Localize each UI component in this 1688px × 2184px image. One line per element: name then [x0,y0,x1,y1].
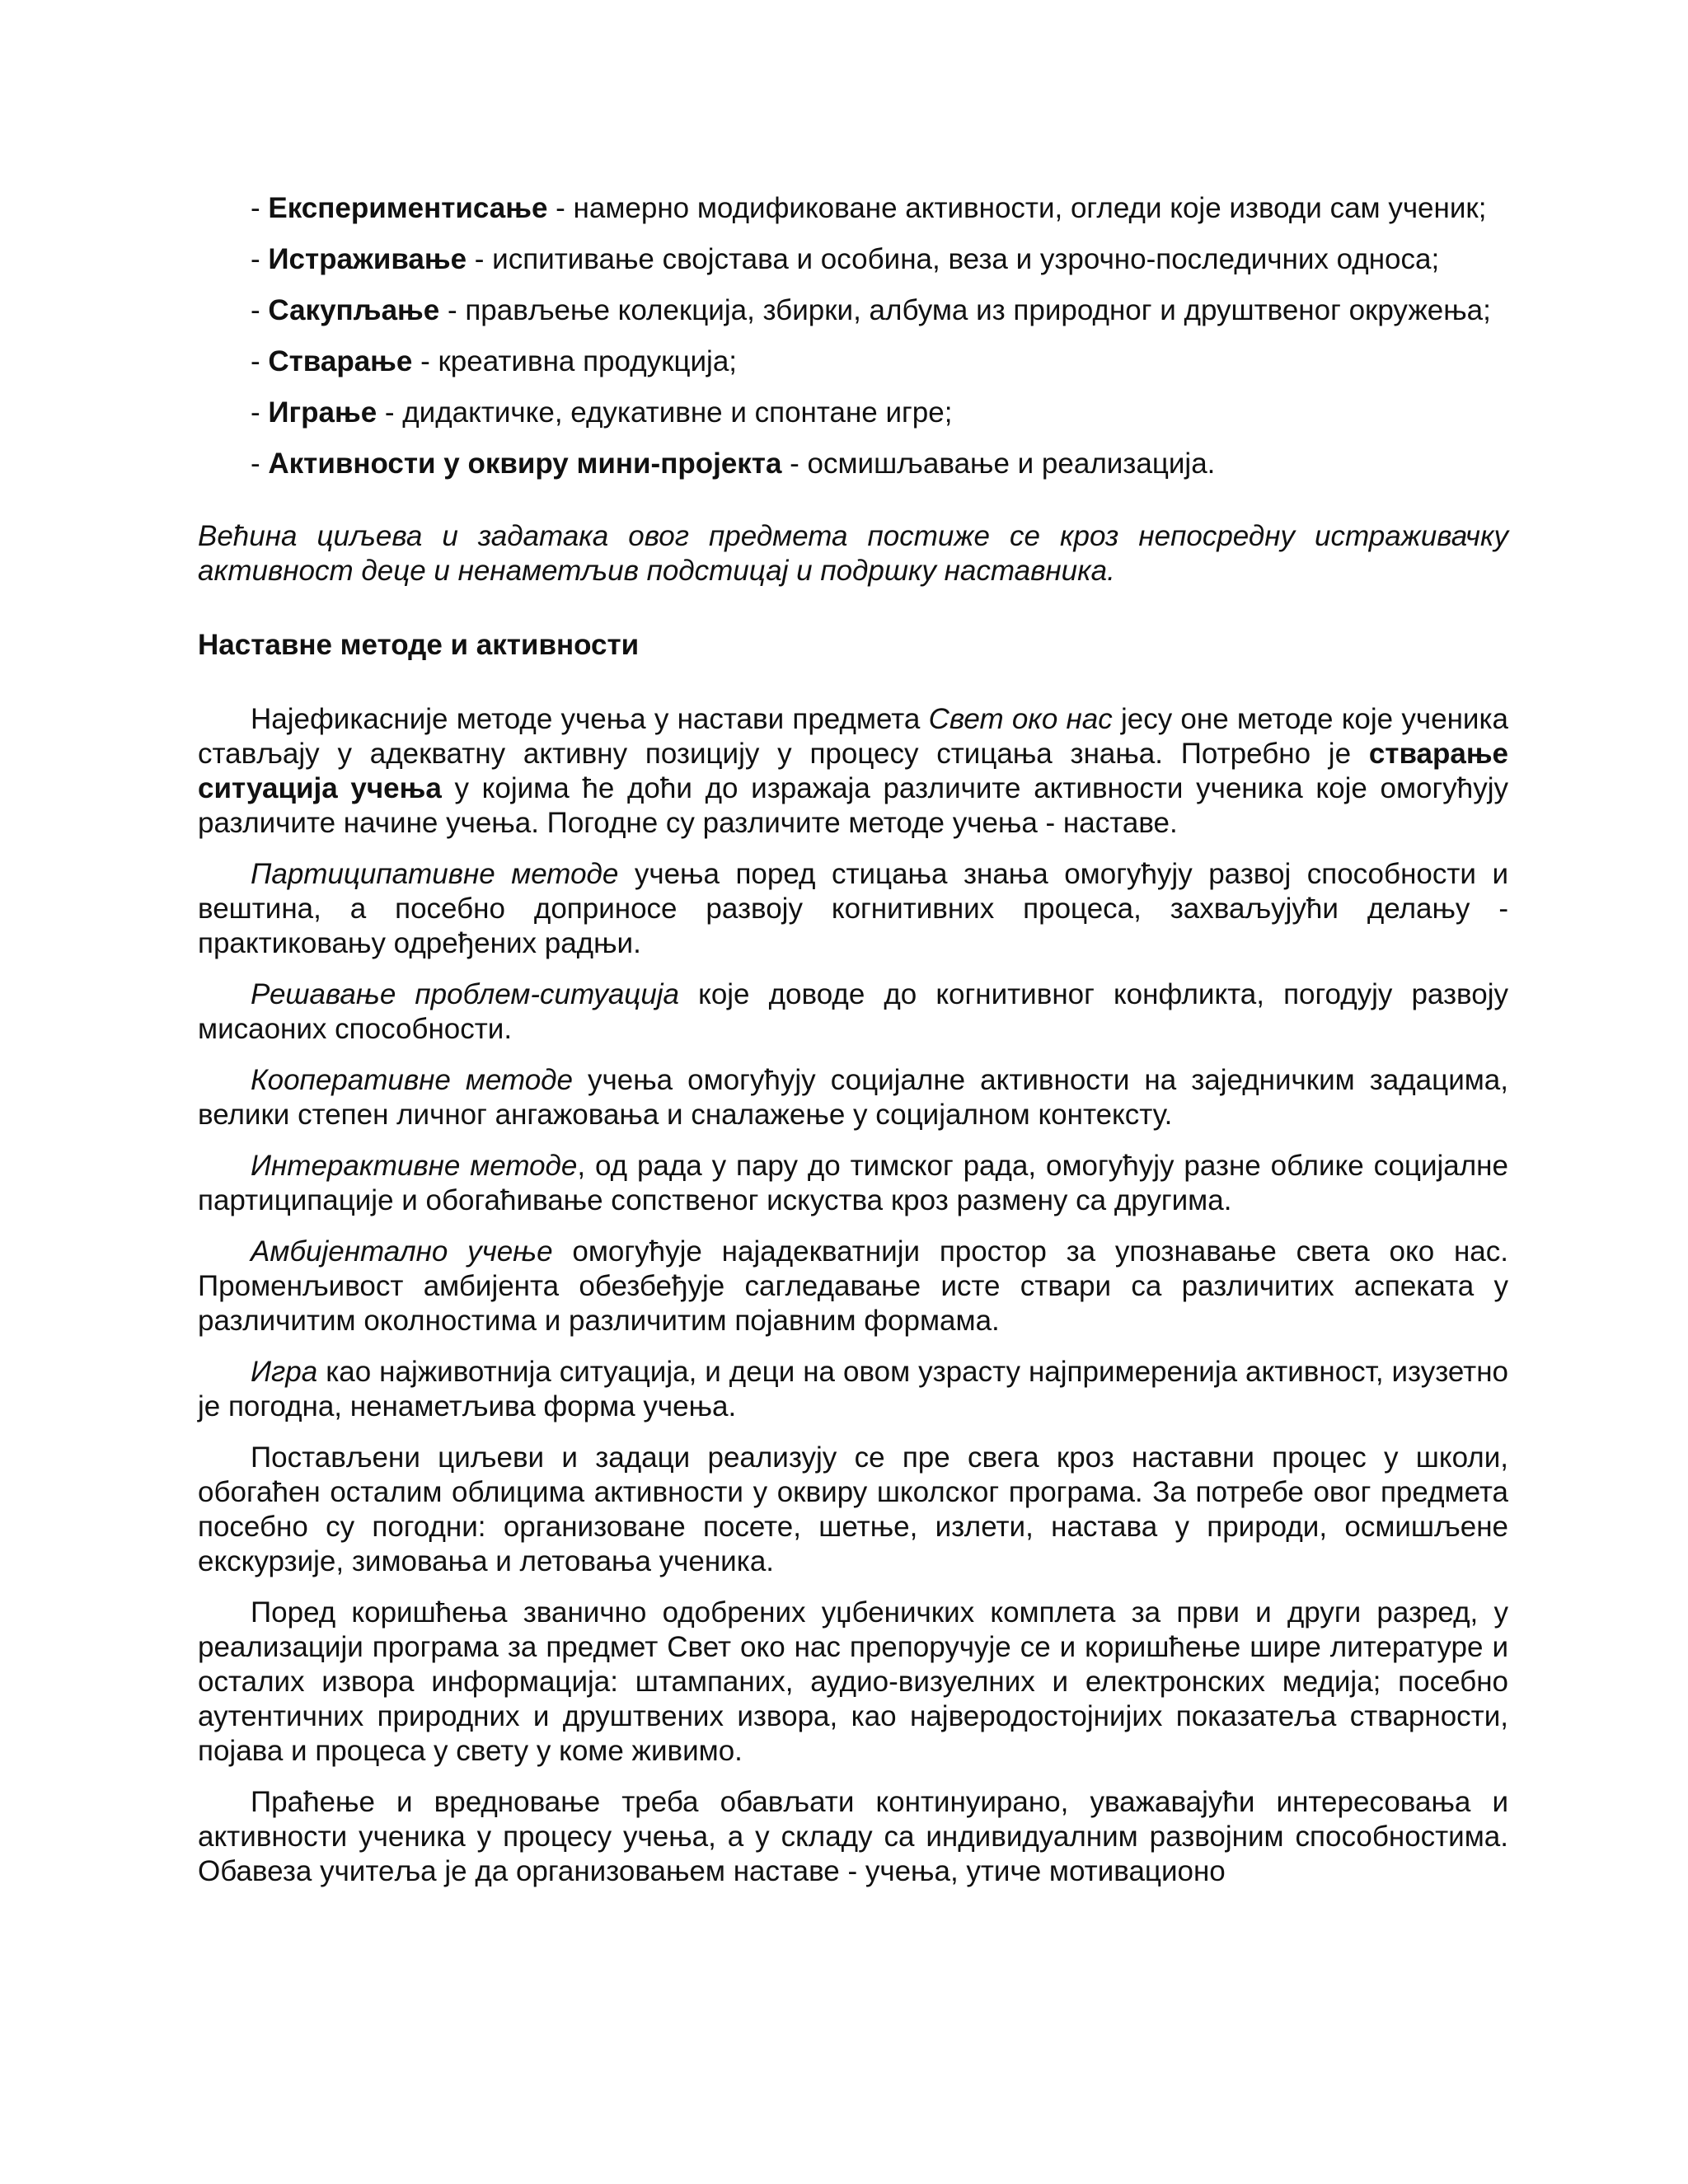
item-dash: - [251,396,269,429]
text-run: у којима ће доћи до изражаја различите активности ученика које омогућују различите начине учења. Погодне су различите методе учења - наставе. [198,772,1508,839]
activity-term: Сакупљање [268,294,440,326]
paragraph-ambient-learning [198,1235,1508,1338]
paragraph-goals: Постављени циљеви и задаци реализују се пре свега кроз наставни процес у школи, обогаћен осталим облицима активности у оквиру школског програма. За потребе овог предмета посебно су погодни: организоване посете, шетње, излети, настава у природи, осмишљене екскурзије, зимовања и летовања ученика. [198,1441,1508,1577]
activity-term: Играње [268,396,377,429]
paragraph-problem-solving [198,977,1508,1047]
paragraph-textbooks: Поред коришћења званично одобрених уџбеничких комплета за први и други разред, у реализацији програма за предмет Свет око нас препоручује се и коришћење шире литературе и осталих извора информација: штампаних, аудио-визуелних и електронских медија; посебно аутентичних природних и друштвених извора, као најверодостојнијих показатеља стварности, појава и процеса у свету у коме живимо. [198,1596,1508,1767]
document-page [198,191,1508,1905]
text-run: учења поред стицања знања омогућују развој способности и вештина, а посебно доприносе развоју когнитивних процеса, захваљујући делању - практиковању одређених радњи. [198,858,1508,959]
activity-description: - дидактичке, едукативне и спонтане игре; [377,396,953,429]
text-run: Најефикасније методе учења у настави предмета [251,703,929,735]
method-term: Амбијентално учење [251,1235,553,1268]
item-dash: - [251,345,269,377]
method-term: Решавање проблем-ситуација [251,978,680,1010]
section-heading: Наставне методе и активности [198,629,640,661]
subject-name: Свет око нас [928,703,1113,735]
item-dash: - [251,192,269,224]
activity-term: Експериментисање [268,192,548,224]
paragraph-evaluation: Праћење и вредновање треба обављати континуирано, уважавајући интересовања и активности ученика у процесу учења, а у складу са индивидуалним развојним способностима. Обавеза учитеља је да организовањем наставе - учења, утиче мотивационо [198,1786,1508,1887]
paragraph-interactive-methods [198,1149,1508,1218]
activity-term: Истраживање [268,243,467,275]
paragraph-effective-methods [198,702,1508,841]
text-run: учења омогућују социјалне активности на заједничким задацима, велики степен личног ангажовања и сналажење у социјалном контексту. [198,1064,1508,1131]
activity-item-collecting [198,293,1508,328]
paragraph-cooperative-methods [198,1063,1508,1132]
activity-term: Активности у оквиру мини-пројекта [268,448,782,480]
text-run: јесу оне методе које ученика стављају у адекватну активну позицију у процесу стицања знања. Потребно је [198,703,1508,770]
method-term: Интерактивне методе [251,1150,578,1182]
activity-description: - креативна продукција; [412,345,738,377]
italic-note: Већина циљева и задатака овог предмета постиже се кроз непосредну истраживачку активност деце и ненаметљив подстицај и подршку наставника. [198,520,1508,587]
method-term: Игра [251,1356,318,1388]
text-run: као најживотнија ситуација, и деци на овом узрасту најпримеренија активност, изузетно је погодна, ненаметљива форма учења. [198,1356,1508,1422]
activity-term: Стварање [268,345,413,377]
method-term: Партиципативне методе [251,858,619,890]
activity-description: - намерно модификоване активности, огледи које изводи сам ученик; [547,192,1487,224]
text-run: које доводе до когнитивног конфликта, погодују развоју мисаоних способности. [198,978,1508,1045]
item-dash: - [251,448,269,480]
activity-description: - осмишљавање и реализација. [781,448,1216,480]
text-run: омогућује најадекватнији простор за упознавање света око нас. Променљивост амбијента обезбеђује сагледавање исте ствари са различитих аспеката у различитим околностима и различитим појавним формама. [198,1235,1508,1337]
activity-item-mini-project [198,447,1508,481]
activity-item-experimenting [198,191,1508,226]
activity-item-playing [198,396,1508,430]
paragraph-participative-methods [198,857,1508,961]
activity-description: - испитивање својстава и особина, веза и узрочно-последичних односа; [467,243,1440,275]
activity-item-creating [198,344,1508,379]
text-run: , од рада у пару до тимског рада, омогућују разне облике социјалне партиципације и обогаћивање сопственог искуства кроз размену са другима. [198,1150,1508,1216]
item-dash: - [251,294,269,326]
activity-description: - прављење колекција, збирки, албума из природног и друштвеног окружења; [439,294,1491,326]
item-dash: - [251,243,269,275]
activity-item-research [198,242,1508,277]
paragraph-play [198,1355,1508,1424]
method-term: Кооперативне методе [251,1064,573,1096]
emphasis: стварање ситуација учења [198,738,1508,804]
